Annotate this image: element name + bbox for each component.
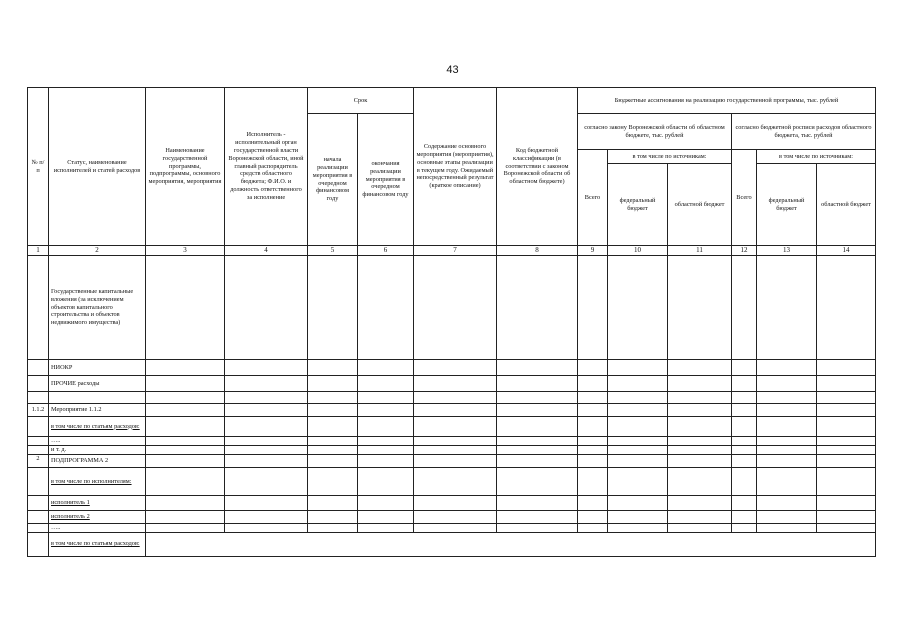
header-start: начала реализации мероприятия в очередном финансовом году	[308, 114, 358, 246]
row-incl-articles: в том числе по статьям расходов:	[49, 417, 146, 437]
header-sources-law: в том числе по источникам:	[608, 150, 732, 164]
row-dots-2: …..	[49, 524, 146, 533]
row-capital: Государственные капитальные вложения (за исключением объектов капитального строительства и объектов недвижимого имущества)	[49, 256, 146, 360]
header-content: Содержание основного мероприятия (мероприятия), основные этапы реализации в текущем году. Ожидаемый непосредственный результат (краткое описание)	[414, 88, 497, 246]
row-niokr: НИОКР	[49, 360, 146, 376]
header-num: № п/п	[28, 88, 49, 246]
table-row	[28, 446, 876, 455]
header-status: Статус, наименование исполнителей и статей расходов	[49, 88, 146, 246]
row-subprogram: ПОДПРОГРАММА 2	[49, 455, 146, 468]
table-row	[28, 404, 876, 417]
table-row	[28, 376, 876, 392]
header-federal-roster: федеральный бюджет	[757, 164, 817, 246]
header-name: Наименование государственной программы, подпрограммы, основного мероприятия, мероприятия	[146, 88, 225, 246]
row-event-num: 1.1.2	[28, 404, 49, 417]
header-regional-roster: областной бюджет	[817, 164, 876, 246]
colnum-10: 10	[608, 246, 668, 256]
table-row	[28, 532, 876, 556]
header-srok: Срок	[308, 88, 414, 114]
colnum-1: 1	[28, 246, 49, 256]
row-incl-articles-2: в том числе по статьям расходов:	[49, 532, 146, 556]
colnum-13: 13	[757, 246, 817, 256]
header-end: окончания реализации мероприятия в очередном финансовом году	[358, 114, 414, 246]
header-regional-law: областной бюджет	[668, 164, 732, 246]
row-sub-num: 2	[28, 455, 49, 468]
colnum-2: 2	[49, 246, 146, 256]
table-row	[28, 455, 876, 468]
header-law: согласно закону Воронежской области об областном бюджете, тыс. рублей	[578, 114, 732, 150]
row-exec-1: исполнитель 1	[49, 496, 146, 511]
column-numbers-row	[28, 246, 876, 256]
table-row	[28, 468, 876, 496]
header-roster: согласно бюджетной росписи расходов областного бюджета, тыс. рублей	[732, 114, 876, 150]
table-row	[28, 511, 876, 524]
header-total-roster: Всего	[732, 150, 757, 246]
header-total-law: Всего	[578, 150, 608, 246]
table-row	[28, 392, 876, 404]
row-other: ПРОЧИЕ расходы	[49, 376, 146, 392]
colnum-6: 6	[358, 246, 414, 256]
table-row	[28, 360, 876, 376]
header-budget: Бюджетные ассигнования на реализацию государственной программы, тыс. рублей	[578, 88, 876, 114]
header-executor: Исполнитель - исполнительный орган государственной власти Воронежской области, иной главный распорядитель средств областного бюджета; Ф.И.О. и должность ответственного за исполнение	[225, 88, 308, 246]
page-number: 43	[446, 64, 459, 76]
table-row	[28, 437, 876, 446]
header-sources-roster: в том числе по источникам:	[757, 150, 876, 164]
table-row	[28, 256, 876, 360]
colnum-7: 7	[414, 246, 497, 256]
colnum-3: 3	[146, 246, 225, 256]
row-exec-2: исполнитель 2	[49, 511, 146, 524]
table-row	[28, 417, 876, 437]
row-event: Мероприятие 1.1.2	[49, 404, 146, 417]
row-etc: и т. д.	[49, 446, 146, 455]
header-code: Код бюджетной классификации (в соответствии с законом Воронежской области об областном бюджете)	[497, 88, 578, 246]
row-dots-1: …..	[49, 437, 146, 446]
header-row-1	[28, 88, 876, 114]
colnum-9: 9	[578, 246, 608, 256]
colnum-14: 14	[817, 246, 876, 256]
table-row	[28, 524, 876, 533]
colnum-8: 8	[497, 246, 578, 256]
header-federal-law: федеральный бюджет	[608, 164, 668, 246]
program-table	[27, 87, 876, 557]
colnum-12: 12	[732, 246, 757, 256]
row-incl-exec: в том числе по исполнителям:	[49, 468, 146, 496]
table-row	[28, 496, 876, 511]
colnum-5: 5	[308, 246, 358, 256]
colnum-11: 11	[668, 246, 732, 256]
colnum-4: 4	[225, 246, 308, 256]
